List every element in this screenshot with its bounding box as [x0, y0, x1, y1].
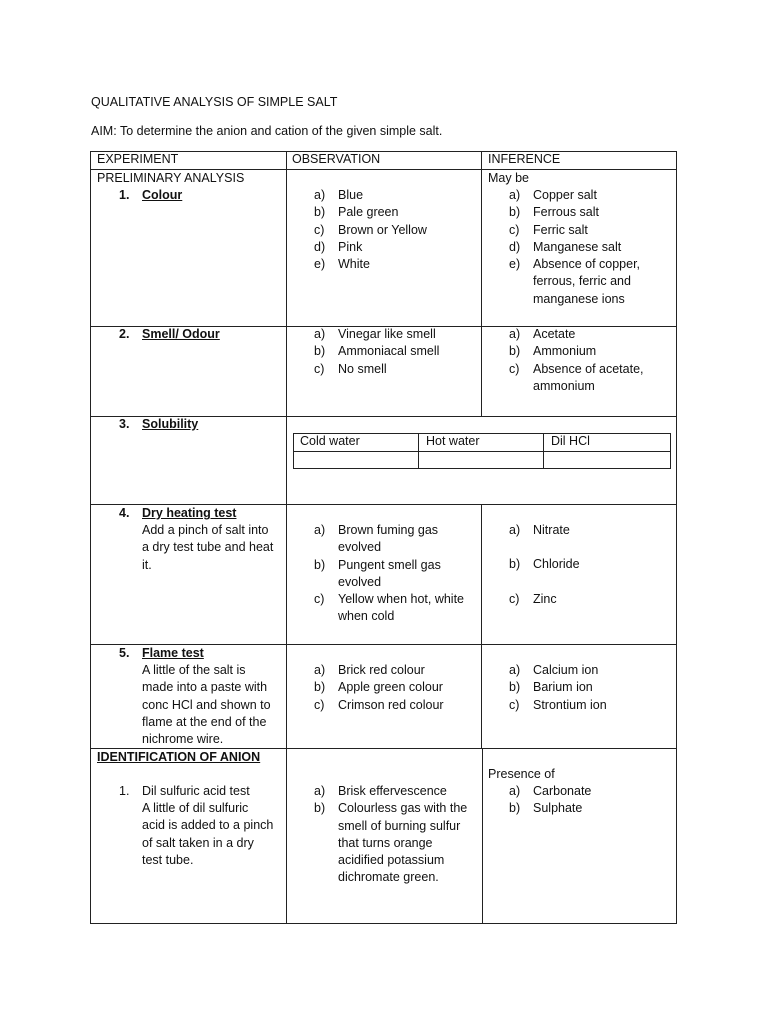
smell-inferences	[509, 326, 644, 395]
list-item: b) Ammonium	[509, 344, 597, 359]
list-item: c) Absence of acetate, ammonium	[509, 361, 644, 393]
solubility-step	[119, 416, 199, 433]
step-name: Dry heating test	[142, 506, 237, 520]
anion-heading: IDENTIFICATION OF ANION	[97, 750, 261, 764]
list-item: c) Ferric salt	[509, 222, 588, 237]
dil-sulfuric-description: A little of dil sulfuric acid is added to a pinch of salt taken in a dry test tube.	[142, 801, 274, 867]
step-number: 4.	[119, 506, 130, 520]
dil-sulfuric-step	[119, 783, 250, 800]
list-item: b) Apple green colour	[314, 680, 443, 695]
list-item: c) Strontium ion	[509, 697, 607, 712]
column-divider-2-middle	[481, 504, 482, 748]
column-divider-1	[286, 151, 287, 924]
list-item: b) Pungent smell gas evolved	[314, 557, 441, 589]
list-item: a) Blue	[314, 188, 364, 202]
step-number: 1.	[119, 784, 130, 798]
flame-inferences	[509, 662, 607, 714]
step-number: 1.	[119, 188, 130, 202]
list-item: b) Ferrous salt	[509, 205, 599, 220]
smell-step	[119, 326, 220, 343]
colour-step	[119, 187, 183, 204]
list-item: b) Pale green	[314, 205, 399, 220]
solubility-col-cold-water: Cold water	[300, 434, 360, 448]
header-experiment: EXPERIMENT	[97, 152, 179, 166]
analysis-table	[90, 151, 677, 924]
list-item: b) Ammoniacal smell	[314, 344, 440, 359]
dry-heating-inference-b: b) Chloride	[509, 557, 580, 571]
list-item: c) Crimson red colour	[314, 697, 444, 712]
step-name: Solubility	[142, 417, 199, 431]
step-number: 3.	[119, 417, 130, 431]
dry-heating-step	[119, 505, 237, 522]
flame-description: A little of the salt is made into a paste with conc HCl and shown to flame at the end of the nichrome wire.	[142, 663, 271, 747]
list-item: e) Absence of copper, ferrous, ferric and manganese ions	[509, 257, 641, 306]
table-border-bottom	[90, 923, 677, 924]
step-number: 2.	[119, 327, 130, 341]
list-item: b) Colourless gas with the smell of burning sulfur that turns orange acidified potassium dichromate green.	[314, 801, 468, 885]
dil-sulfuric-inferences	[509, 783, 591, 818]
flame-observations	[314, 662, 444, 714]
solubility-col-hot-water: Hot water	[426, 434, 480, 448]
preliminary-heading: PRELIMINARY ANALYSIS	[97, 171, 245, 185]
dry-heating-observations	[314, 522, 464, 626]
list-item: a) Calcium ion	[509, 663, 599, 677]
dry-heating-inference-a: a) Nitrate	[509, 523, 570, 537]
colour-observations	[314, 187, 427, 273]
flame-step	[119, 645, 204, 662]
table-border-right	[676, 151, 677, 924]
solubility-table	[293, 433, 671, 469]
list-item: a) Brick red colour	[314, 663, 425, 677]
list-item: b) Sulphate	[509, 801, 583, 816]
list-item: d) Pink	[314, 239, 363, 254]
list-item: c) Yellow when hot, white when cold	[314, 592, 465, 624]
solubility-col-dil-hcl: Dil HCl	[551, 434, 590, 448]
step-name: Flame test	[142, 646, 204, 660]
list-item: c) No smell	[314, 361, 387, 376]
step-name: Smell/ Odour	[142, 327, 220, 341]
smell-observations	[314, 326, 439, 378]
step-number: 5.	[119, 646, 130, 660]
colour-inferences	[509, 187, 640, 308]
list-item: b) Barium ion	[509, 680, 593, 695]
list-item: a) Vinegar like smell	[314, 327, 436, 341]
step-name: Colour	[142, 188, 183, 202]
dry-heating-inference-c: c) Zinc	[509, 592, 557, 606]
dil-sulfuric-observations	[314, 783, 467, 887]
dry-heating-description: Add a pinch of salt into a dry test tube and heat it.	[142, 523, 274, 572]
list-item: a) Carbonate	[509, 784, 592, 798]
column-divider-2-lower	[482, 748, 483, 924]
list-item: d) Manganese salt	[509, 239, 622, 254]
table-border-left	[90, 151, 91, 924]
list-item: a) Brisk effervescence	[314, 784, 447, 798]
presence-of-label: Presence of	[488, 767, 555, 781]
aim-statement: AIM: To determine the anion and cation of the given simple salt.	[91, 124, 443, 138]
list-item: a) Acetate	[509, 327, 576, 341]
document-title: QUALITATIVE ANALYSIS OF SIMPLE SALT	[91, 95, 338, 109]
may-be-label: May be	[488, 171, 529, 185]
list-item: a) Brown fuming gas evolved	[314, 523, 439, 555]
header-observation: OBSERVATION	[292, 152, 381, 166]
list-item: e) White	[314, 257, 370, 272]
column-divider-2-upper	[481, 151, 482, 416]
header-inference: INFERENCE	[488, 152, 561, 166]
list-item: a) Copper salt	[509, 188, 597, 202]
step-name: Dil sulfuric acid test	[142, 784, 250, 798]
list-item: c) Brown or Yellow	[314, 222, 427, 237]
